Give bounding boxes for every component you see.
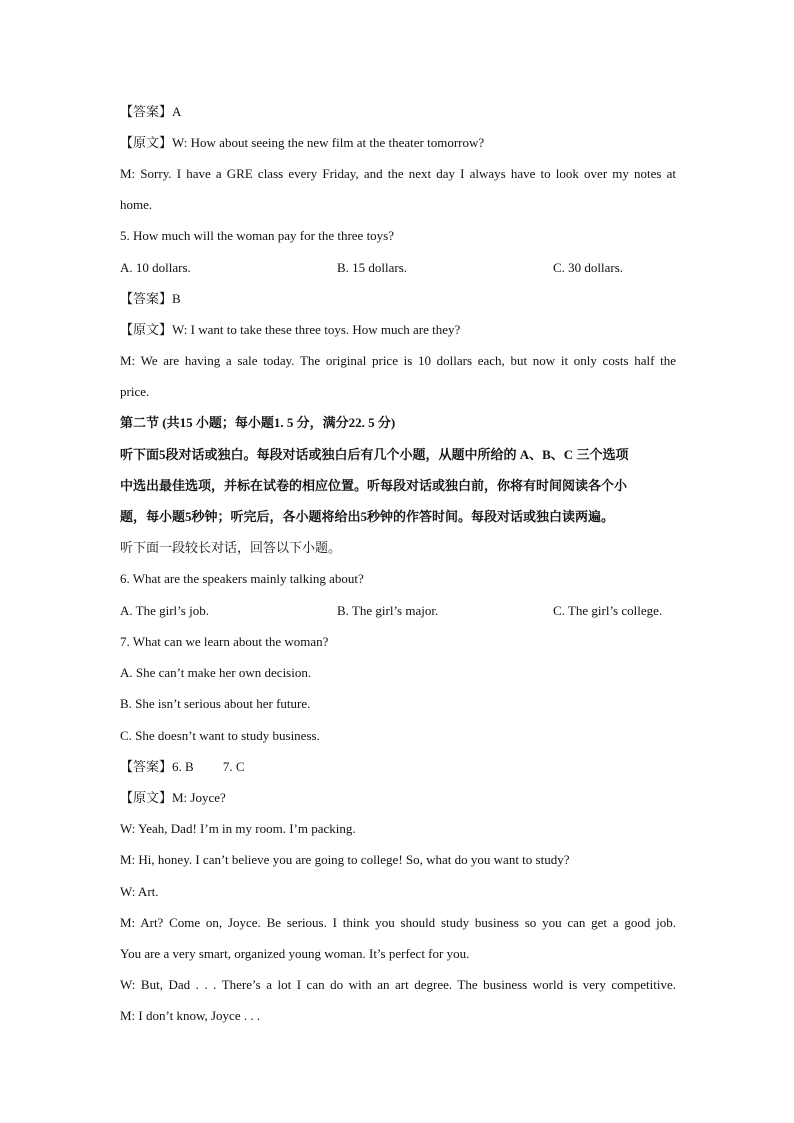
- q7-option-b: B. She isn’t serious about her future.: [120, 696, 311, 711]
- transcript-line: M: Hi, honey. I can’t believe you are going to college! So, what do you want to study?: [120, 852, 570, 867]
- q5-option-a: A. 10 dollars.: [120, 260, 191, 275]
- transcript-line: You are a very smart, organized young woman. It’s perfect for you.: [120, 946, 470, 961]
- answer-line: 【答案】A: [120, 104, 182, 119]
- transcript-line: W: Art.: [120, 884, 159, 899]
- instruction-line: 题，每小题5秒钟；听完后，各小题将给出5秒钟的作答时间。每段对话或独白读两遍。: [120, 509, 615, 524]
- transcript-line: 【原文】W: How about seeing the new film at the theater tomorrow?: [120, 135, 485, 150]
- instruction-line: 听下面5段对话或独白。每段对话或独白后有几个小题，从题中所给的 A、B、C 三个选项: [120, 447, 629, 462]
- instruction-line: 听下面一段较长对话，回答以下小题。: [120, 540, 342, 555]
- transcript-line: W: But, Dad . . . There’s a lot I can do with an art degree. The business world is very competitive.: [120, 977, 676, 992]
- transcript-line: M: Sorry. I have a GRE class every Friday, and the next day I always have to look over my notes at: [120, 166, 676, 181]
- answer-line: 【答案】B: [120, 291, 181, 306]
- transcript-line: 【原文】M: Joyce?: [120, 790, 226, 805]
- question-6: 6. What are the speakers mainly talking about?: [120, 571, 364, 586]
- q5-option-b: B. 15 dollars.: [337, 260, 408, 275]
- q6-option-b: B. The girl’s major.: [337, 603, 439, 618]
- transcript-line: price.: [120, 384, 150, 399]
- instruction-line: 中选出最佳选项，并标在试卷的相应位置。听每段对话或独白前，你将有时间阅读各个小: [120, 478, 628, 493]
- transcript-line: M: I don’t know, Joyce . . .: [120, 1008, 261, 1023]
- transcript-line: 【原文】W: I want to take these three toys. How much are they?: [120, 322, 461, 337]
- transcript-line: M: We are having a sale today. The original price is 10 dollars each, but now it only costs half the: [120, 353, 676, 368]
- transcript-line: M: Art? Come on, Joyce. Be serious. I think you should study business so you can get a good job.: [120, 915, 676, 930]
- q6-option-a: A. The girl’s job.: [120, 603, 209, 618]
- q7-option-c: C. She doesn’t want to study business.: [120, 728, 320, 743]
- q6-option-c: C. The girl’s college.: [553, 603, 663, 618]
- question-5: 5. How much will the woman pay for the three toys?: [120, 228, 395, 243]
- q7-option-a: A. She can’t make her own decision.: [120, 665, 312, 680]
- q5-option-c: C. 30 dollars.: [553, 260, 624, 275]
- section-heading: 第二节 (共15 小题；每小题1. 5 分，满分22. 5 分): [120, 415, 396, 430]
- question-7: 7. What can we learn about the woman?: [120, 634, 329, 649]
- transcript-line: home.: [120, 197, 153, 212]
- answer-line: 【答案】6. B 7. C: [120, 759, 245, 774]
- transcript-line: W: Yeah, Dad! I’m in my room. I’m packing.: [120, 821, 356, 836]
